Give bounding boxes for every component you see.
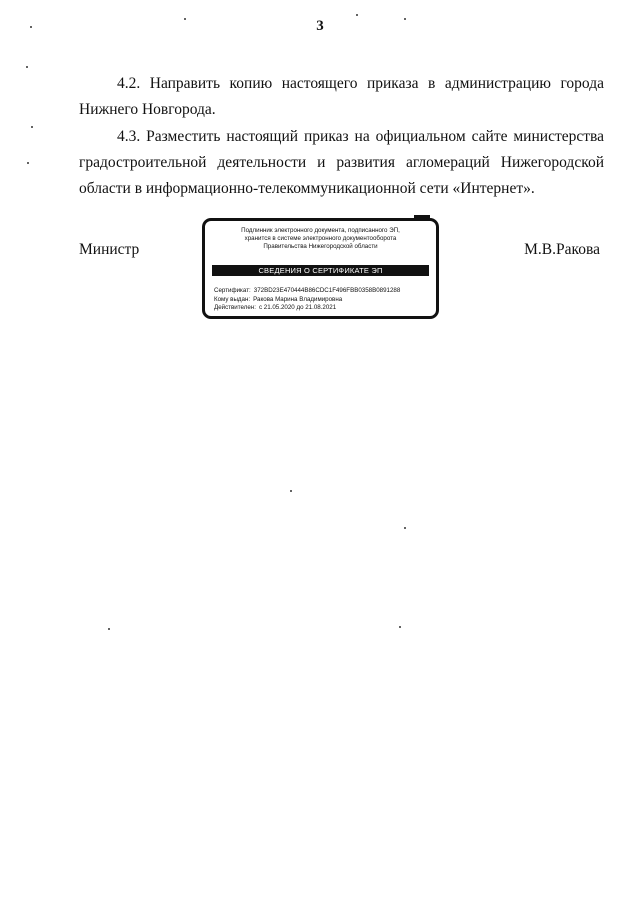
valid-label: Действителен: xyxy=(214,304,256,311)
stamp-banner: СВЕДЕНИЯ О СЕРТИФИКАТЕ ЭП xyxy=(212,265,429,276)
scan-speck xyxy=(404,527,406,529)
issued-to-value: Ракова Марина Владимировна xyxy=(253,295,343,303)
scan-speck xyxy=(356,14,358,16)
certificate-label: Сертификат: xyxy=(214,287,251,294)
scan-speck xyxy=(399,626,401,628)
stamp-header xyxy=(211,227,430,251)
scan-speck xyxy=(184,18,186,20)
paragraph-4-2: 4.2. Направить копию настоящего приказа в администрацию города Нижнего Новгорода. xyxy=(79,74,604,118)
electronic-signature-stamp xyxy=(202,218,439,319)
scan-speck xyxy=(30,26,32,28)
certificate-value: 372BD23E470444B86CDC1F496FBB0358B0891288 xyxy=(253,287,401,294)
scan-speck xyxy=(108,628,110,630)
scan-speck xyxy=(290,490,292,492)
stamp-header-line: хранится в системе электронного документооборота xyxy=(244,235,397,242)
scan-speck xyxy=(404,18,406,20)
paragraph-4-3: 4.3. Разместить настоящий приказ на официальном сайте министерства градостроительной деятельности и развития агломераций Нижегородской области в информационно-телекоммуникационной сети «Интернет». xyxy=(79,127,604,197)
certificate-row xyxy=(214,287,430,296)
stamp-corner-mark xyxy=(414,215,430,218)
scan-speck xyxy=(27,162,29,164)
stamp-header-line: Подлинник электронного документа, подписанного ЭП, xyxy=(241,227,400,234)
scan-speck xyxy=(31,126,33,128)
issued-to-label: Кому выдан: xyxy=(214,295,251,303)
page-number: 3 xyxy=(316,18,324,34)
signature-position-label: Министр xyxy=(79,241,140,258)
stamp-header-line: Правительства Нижегородской области xyxy=(263,243,378,250)
issued-to-row xyxy=(214,296,430,305)
valid-row xyxy=(214,304,430,313)
signer-name: М.В.Ракова xyxy=(524,241,600,258)
valid-value: с 21.05.2020 до 21.08.2021 xyxy=(258,304,337,311)
stamp-certificate-details xyxy=(214,287,430,313)
scan-speck xyxy=(26,66,28,68)
